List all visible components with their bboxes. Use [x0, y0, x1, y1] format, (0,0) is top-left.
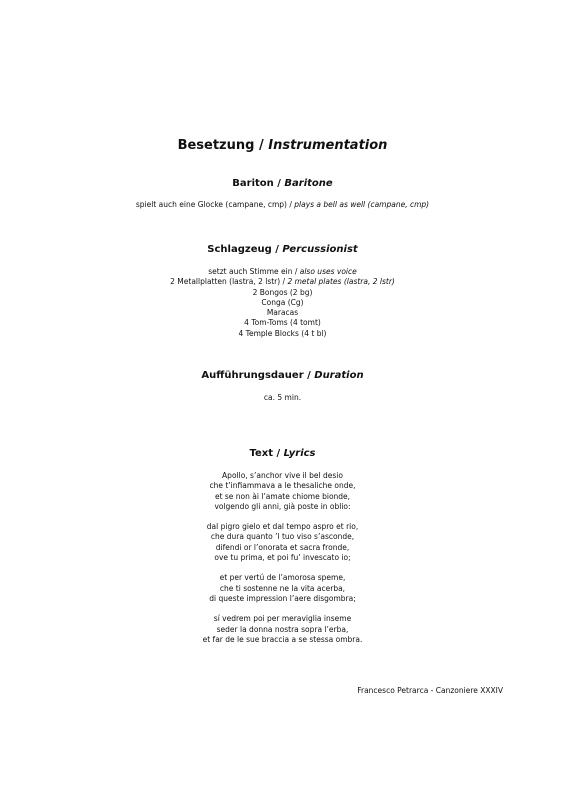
lyrics-text [0, 471, 565, 655]
percussion-plates-line: 2 Metallplatten (lastra, 2 lstr) / 2 metal plates (lastra, 2 lstr) [170, 277, 395, 287]
duration-heading: Aufführungsdauer / Duration [201, 370, 364, 381]
baritone-description: spielt auch eine Glocke (campane, cmp) / plays a bell as well (campane, cmp) [135, 200, 430, 209]
lyrics-line: ove tu prima, et poi fu’ invescato io; [214, 553, 351, 563]
duration-value: ca. 5 min. [263, 393, 302, 402]
percussion-voice-line: setzt auch Stimme ein / also uses voice [208, 267, 357, 276]
lyrics-line: difendi or l’onorata et sacra fronde, [215, 542, 350, 552]
lyrics-stanza [0, 471, 565, 512]
percussion-item: 4 Tom-Toms (4 tomt) [244, 318, 321, 328]
lyrics-line: et se non ài l’amate chiome bionde, [214, 491, 351, 501]
lyrics-line: sí vedrem poi per meraviglia inseme [213, 614, 352, 624]
lyrics-line: seder la donna nostra sopra l’erba, [216, 624, 349, 634]
percussion-item: Maracas [266, 308, 299, 318]
lyrics-line: volgendo gli anni, già poste in oblio: [214, 501, 351, 511]
percussion-list [0, 267, 565, 339]
lyrics-line: et far de le sue braccia a se stessa ombra. [202, 634, 363, 644]
lyrics-line: et per vertú de l’amorosa speme, [219, 573, 346, 583]
lyrics-stanza [0, 573, 565, 604]
attribution: Francesco Petrarca - Canzoniere XXXIV [357, 686, 503, 695]
baritone-heading: Bariton / Baritone [232, 178, 333, 189]
lyrics-stanza [0, 522, 565, 563]
lyrics-line: di queste impression l’aere disgombra; [209, 593, 356, 603]
lyrics-line: che t’infiammava a le thesaliche onde, [209, 481, 356, 491]
lyrics-line: che dura quanto ’l tuo viso s’asconde, [210, 532, 355, 542]
page-title: Besetzung / Instrumentation [177, 138, 388, 153]
percussion-item: 2 Bongos (2 bg) [252, 287, 313, 297]
percussion-item: Conga (Cg) [261, 297, 304, 307]
lyrics-line: dal pigro gielo et dal tempo aspro et rio, [206, 522, 359, 532]
percussion-heading: Schlagzeug / Percussionist [207, 244, 358, 255]
lyrics-stanza [0, 614, 565, 645]
lyrics-line: Apollo, s’anchor vive il bel desio [222, 471, 343, 480]
percussion-item: 4 Temple Blocks (4 t bl) [238, 328, 327, 338]
lyrics-line: che ti sostenne ne la vita acerba, [219, 583, 346, 593]
lyrics-heading: Text / Lyrics [249, 448, 316, 459]
